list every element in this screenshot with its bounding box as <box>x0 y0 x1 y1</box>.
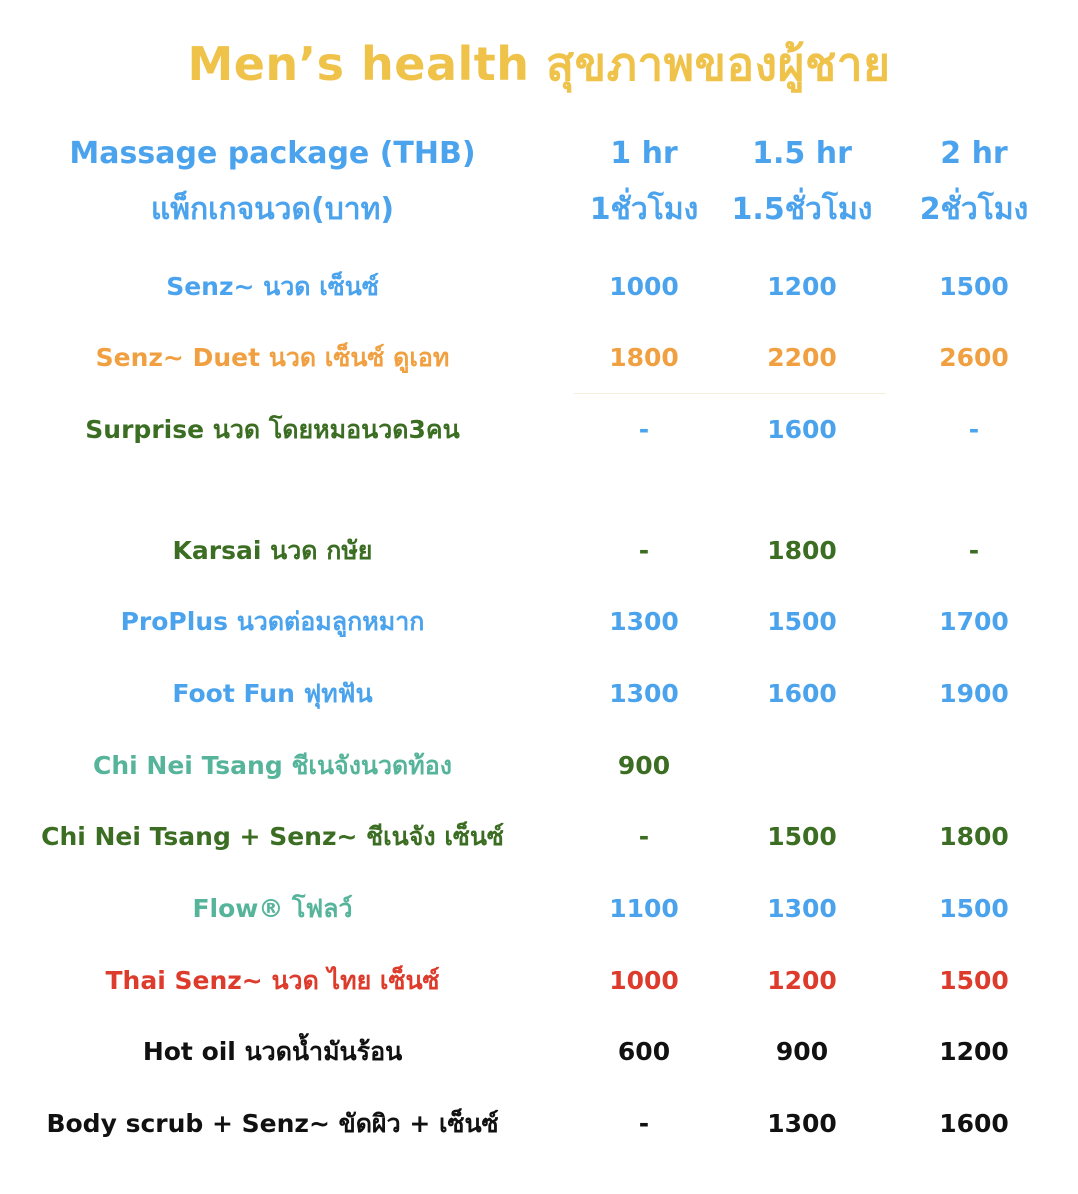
price-1-5hr: 1300 <box>767 1109 837 1138</box>
price-2hr: - <box>968 536 980 565</box>
table-row <box>0 746 1078 786</box>
page-title: Men’s health สุขภาพของผู้ชาย <box>187 37 891 91</box>
price-2hr: 1200 <box>939 1037 1009 1066</box>
header-package-en: Massage package (THB) <box>69 136 476 171</box>
row-divider <box>574 393 886 394</box>
price-1hr: 1300 <box>609 679 679 708</box>
price-2hr: 1800 <box>939 822 1009 851</box>
price-2hr: 1500 <box>939 894 1009 923</box>
package-name: Karsai นวด กษัย <box>172 536 373 565</box>
package-name: Surprise นวด โดยหมอนวด3คน <box>85 415 460 444</box>
price-1-5hr: 1600 <box>767 679 837 708</box>
header-package-th: แพ็กเกจนวด(บาท) <box>150 192 395 227</box>
price-1hr: - <box>638 822 650 851</box>
price-1hr: 1100 <box>609 894 679 923</box>
table-row <box>0 602 1078 642</box>
header-1hr-th: 1ชั่วโมง <box>589 192 699 227</box>
header-2hr-th: 2ชั่วโมง <box>919 192 1029 227</box>
price-1hr: 1000 <box>609 966 679 995</box>
package-name: Thai Senz~ นวด ไทย เซ็นซ์ <box>105 966 440 995</box>
package-name: Body scrub + Senz~ ขัดผิว + เซ็นซ์ <box>46 1109 499 1138</box>
table-row <box>0 817 1078 857</box>
price-1-5hr: 1300 <box>767 894 837 923</box>
price-1-5hr: 1200 <box>767 966 837 995</box>
price-1-5hr: 900 <box>775 1037 829 1066</box>
package-name: Senz~ Duet นวด เซ็นซ์ ดูเอท <box>95 343 450 372</box>
price-1-5hr: 1500 <box>767 607 837 636</box>
table-row <box>0 338 1078 378</box>
price-1hr: - <box>638 415 650 444</box>
package-name: Flow® โฟลว์ <box>192 894 353 923</box>
table-row <box>0 889 1078 929</box>
price-2hr: 1700 <box>939 607 1009 636</box>
header-1hr <box>574 126 714 238</box>
table-row <box>0 267 1078 307</box>
price-1hr: - <box>638 1109 650 1138</box>
table-row <box>0 1032 1078 1072</box>
header-2hr <box>904 126 1044 238</box>
price-1hr: 900 <box>617 751 671 780</box>
package-name: Chi Nei Tsang + Senz~ ชีเนจัง เซ็นซ์ <box>41 822 504 851</box>
package-name: Hot oil นวดน้ำมันร้อน <box>142 1037 403 1066</box>
price-1hr: 1300 <box>609 607 679 636</box>
price-1hr: 1000 <box>609 272 679 301</box>
table-row <box>0 531 1078 571</box>
price-2hr: 2600 <box>939 343 1009 372</box>
table-row <box>0 674 1078 714</box>
table-row <box>0 1104 1078 1144</box>
price-1-5hr: 1500 <box>767 822 837 851</box>
price-1-5hr: 2200 <box>767 343 837 372</box>
header-package <box>0 126 545 238</box>
header-2hr-en: 2 hr <box>940 136 1008 171</box>
price-1-5hr: 1200 <box>767 272 837 301</box>
price-2hr: 1500 <box>939 966 1009 995</box>
price-1-5hr: 1600 <box>767 415 837 444</box>
header-1-5hr-en: 1.5 hr <box>752 136 852 171</box>
price-2hr: 1600 <box>939 1109 1009 1138</box>
package-name: ProPlus นวดต่อมลูกหมาก <box>120 607 425 636</box>
price-1hr: - <box>638 536 650 565</box>
package-name: Chi Nei Tsang ชีเนจังนวดท้อง <box>93 751 452 780</box>
package-name: Foot Fun ฟุทฟัน <box>172 679 373 708</box>
table-row <box>0 410 1078 450</box>
price-2hr: 1900 <box>939 679 1009 708</box>
price-2hr: 1500 <box>939 272 1009 301</box>
package-name: Senz~ นวด เซ็นซ์ <box>166 272 379 301</box>
price-1hr: 600 <box>617 1037 671 1066</box>
price-1hr: 1800 <box>609 343 679 372</box>
header-1-5hr <box>730 126 874 238</box>
table-row <box>0 961 1078 1001</box>
price-2hr: - <box>968 415 980 444</box>
header-1-5hr-th: 1.5ชั่วโมง <box>731 192 873 227</box>
header-1hr-en: 1 hr <box>610 136 678 171</box>
price-1-5hr: 1800 <box>767 536 837 565</box>
